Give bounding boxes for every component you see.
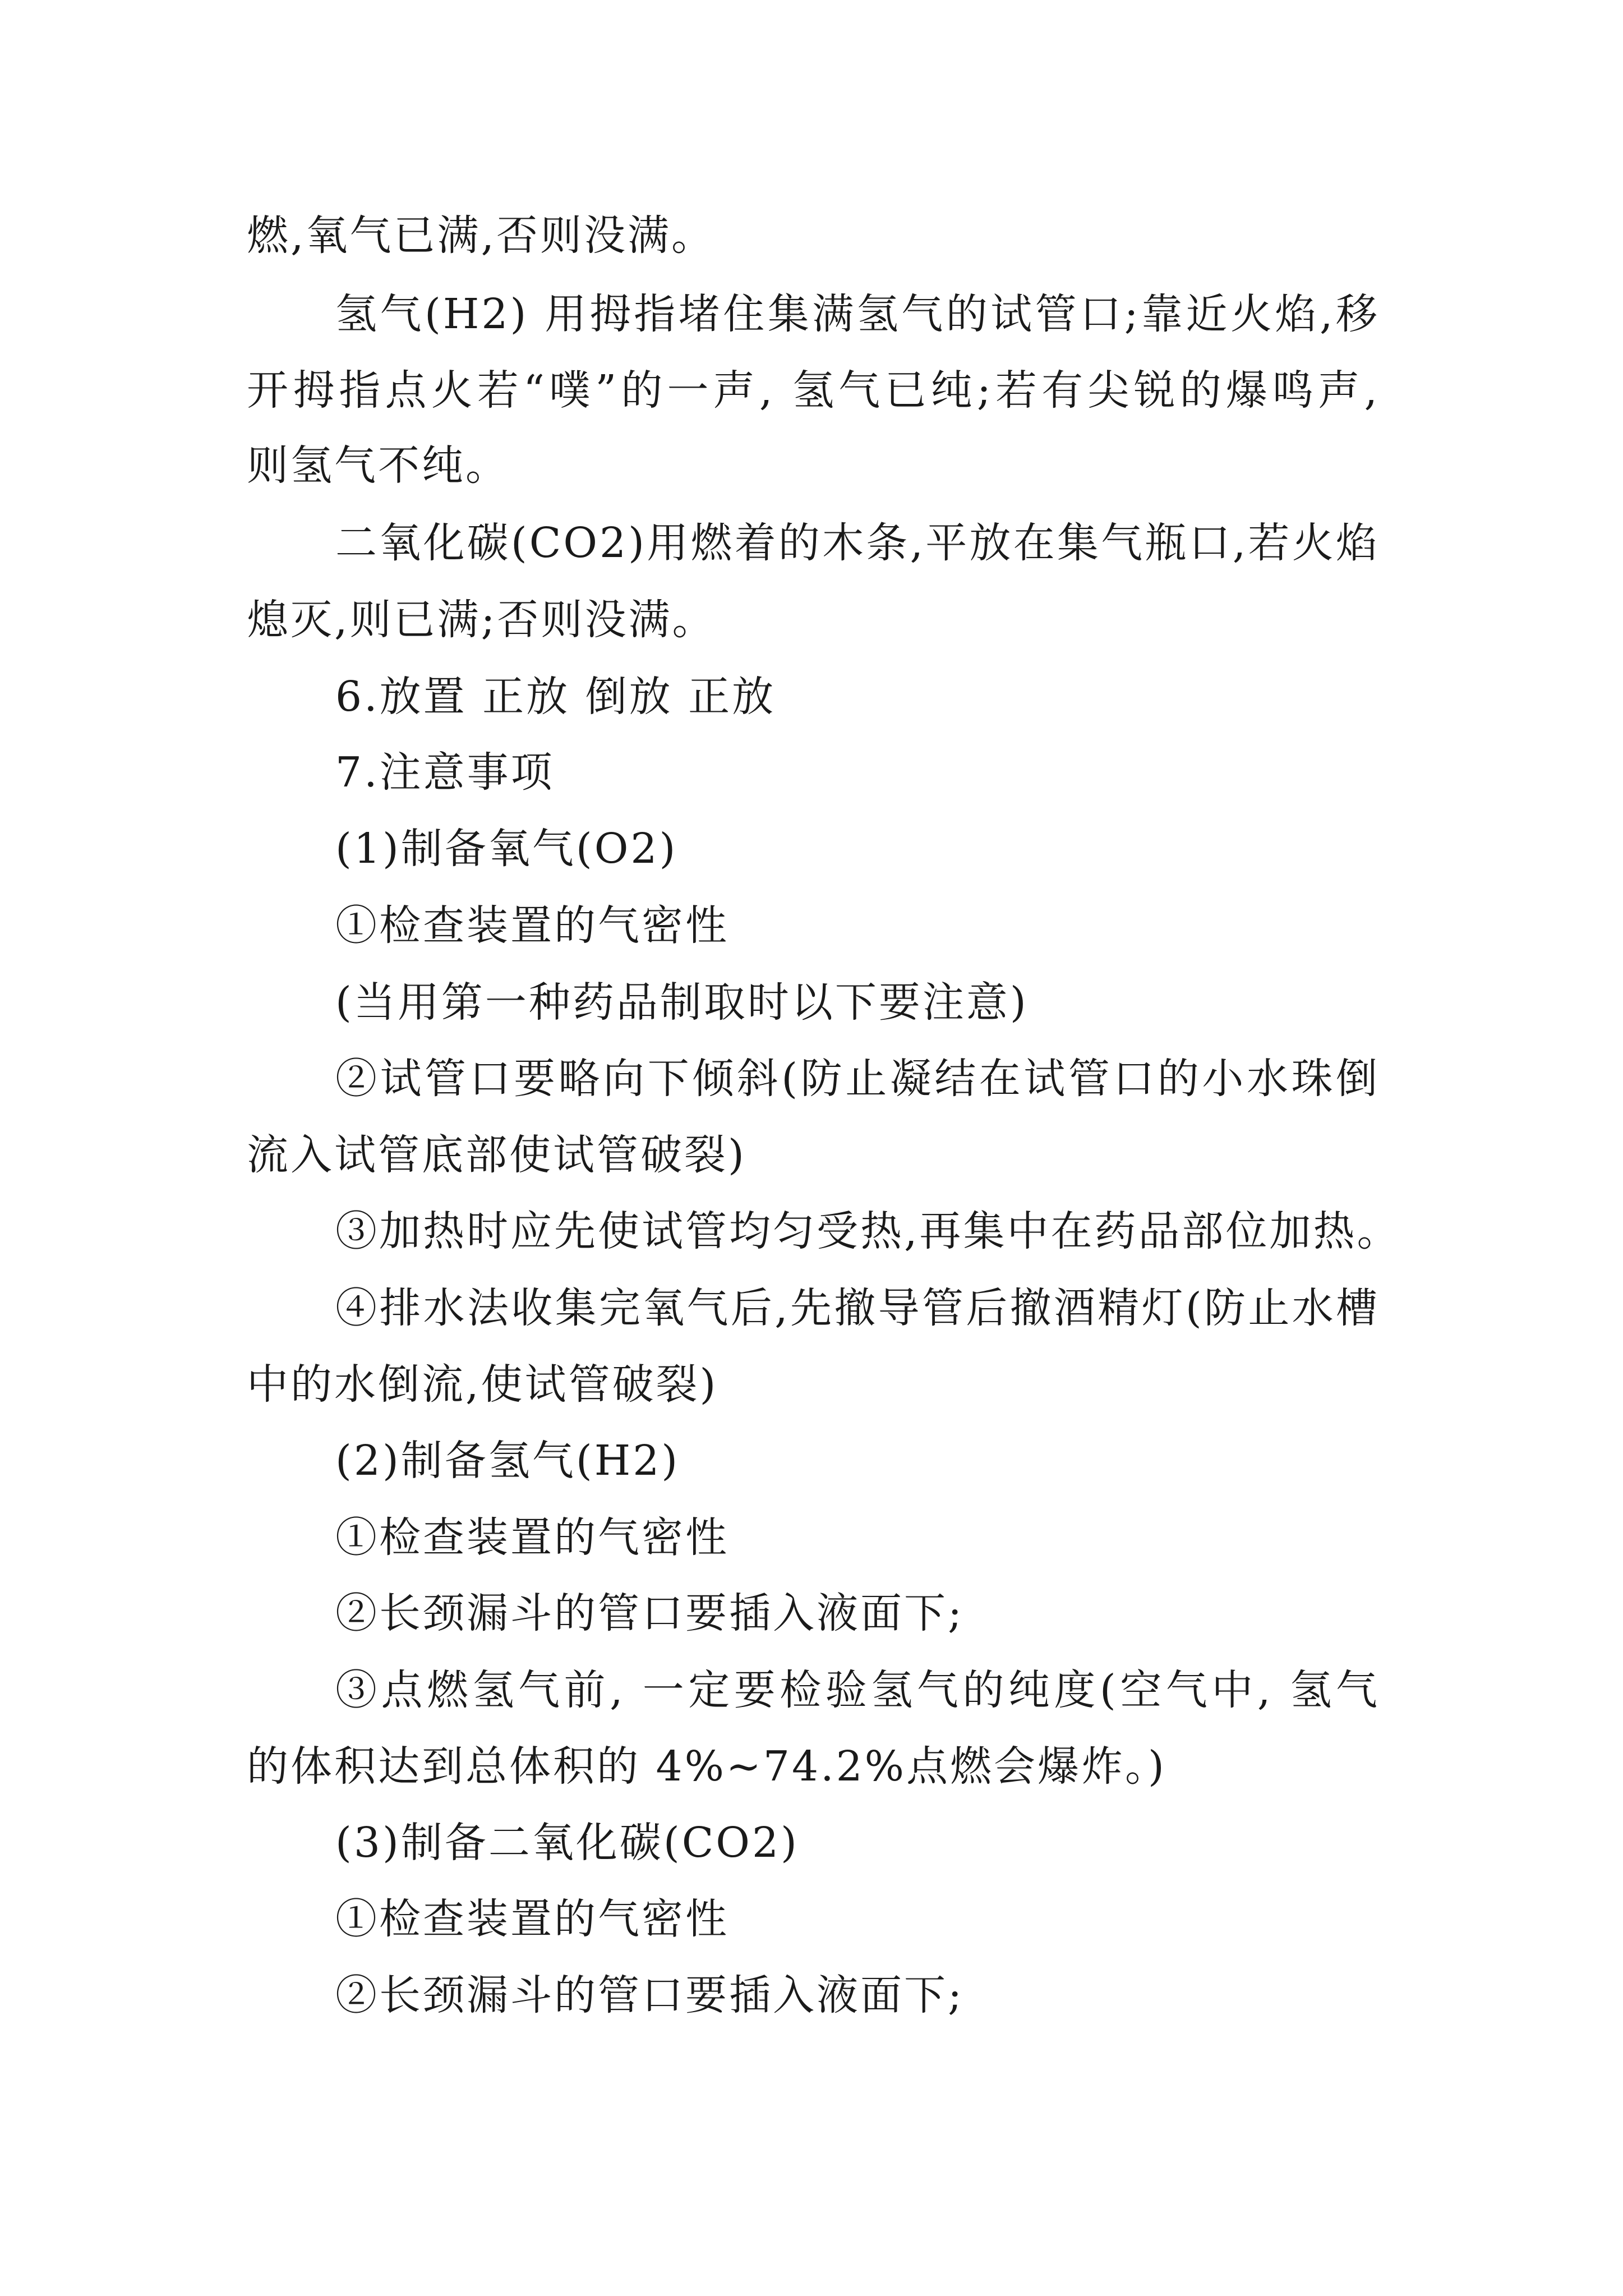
text-line: ①检查装置的气密性 bbox=[335, 901, 729, 950]
text-line: ②长颈漏斗的管口要插入液面下; bbox=[335, 1971, 964, 2019]
text-line: 7.注意事项 bbox=[335, 748, 555, 797]
text-line: (当用第一种药品制取时以下要注意) bbox=[335, 978, 1029, 1027]
text-line: 二氧化碳(CO2)用燃着的木条,平放在集气瓶口,若火焰 bbox=[335, 519, 1380, 567]
text-line: 中的水倒流,使试管破裂) bbox=[247, 1360, 718, 1409]
text-line: ②长颈漏斗的管口要插入液面下; bbox=[335, 1589, 964, 1637]
text-line: ②试管口要略向下倾斜(防止凝结在试管口的小水珠倒 bbox=[335, 1055, 1380, 1103]
text-line: 的体积达到总体积的 4%~74.2%点燃会爆炸。) bbox=[247, 1742, 1166, 1791]
text-line: 则氢气不纯。 bbox=[247, 441, 509, 490]
text-line: ③点燃氢气前, 一定要检验氢气的纯度(空气中, 氢气 bbox=[335, 1666, 1380, 1714]
text-line: (1)制备氧气(O2) bbox=[335, 825, 678, 873]
text-line: ①检查装置的气密性 bbox=[335, 1895, 729, 1943]
text-line: 熄灭,则已满;否则没满。 bbox=[247, 596, 716, 644]
text-line: 流入试管底部使试管破裂) bbox=[247, 1131, 746, 1179]
text-line: 6.放置 正放 倒放 正放 bbox=[335, 673, 776, 721]
text-line: ④排水法收集完氧气后,先撤导管后撤酒精灯(防止水槽 bbox=[335, 1284, 1380, 1332]
text-line: ③加热时应先使试管均匀受热,再集中在药品部位加热。 bbox=[335, 1207, 1401, 1255]
text-line: (2)制备氢气(H2) bbox=[335, 1437, 680, 1485]
text-line: 开拇指点火若“噗”的一声, 氢气已纯;若有尖锐的爆鸣声, bbox=[247, 366, 1380, 415]
text-line: 氢气(H2) 用拇指堵住集满氢气的试管口;靠近火焰,移 bbox=[335, 290, 1380, 338]
text-line: (3)制备二氧化碳(CO2) bbox=[335, 1819, 799, 1867]
text-line: 燃,氧气已满,否则没满。 bbox=[247, 211, 716, 260]
text-line: ①检查装置的气密性 bbox=[335, 1513, 729, 1562]
